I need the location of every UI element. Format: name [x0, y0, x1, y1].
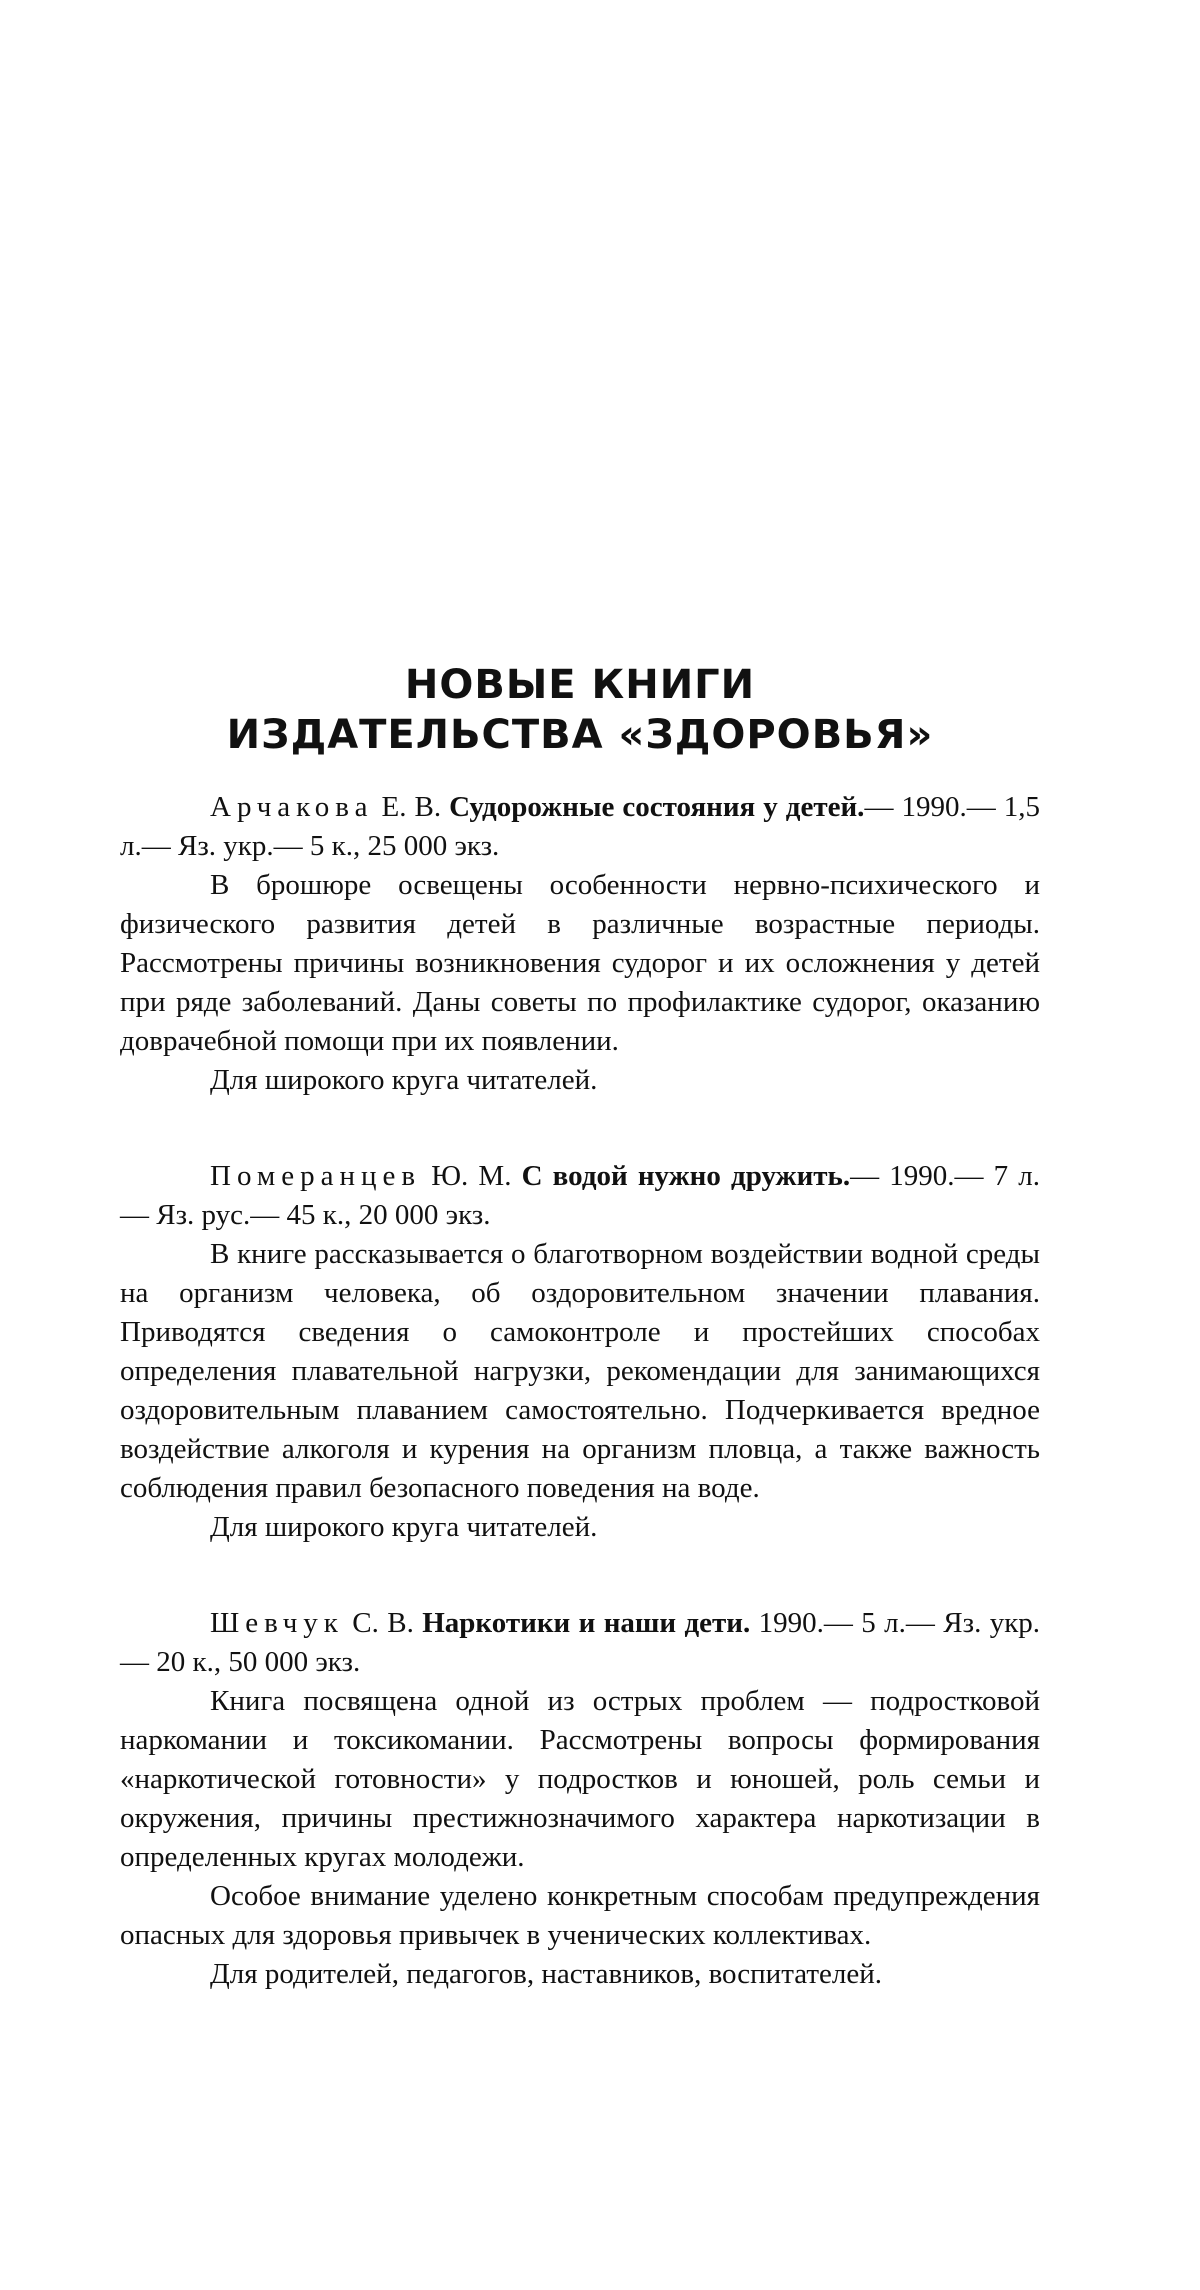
book-audience: Для широкого круга читателей.	[210, 1511, 598, 1543]
book-description: В книге рассказывается о благотворном воздействии водной среды на организм человека, об оздоровительном значении плавания. Приводятся сведения о самоконтроле и простейших способах определения плавательной нагрузки, рекомендации для занимающихся оздоровительным плаванием самостоятельно. Подчеркивается вредное воздействие алкоголя и курения на организм пловца, а также важность соблюдения правил безопасного поведения на воде.	[120, 1238, 1040, 1504]
book-author-initials: Ю. М.	[431, 1160, 512, 1192]
title-line-2: ИЗДАТЕЛЬСТВА «ЗДОРОВЬЯ»	[226, 712, 934, 758]
book-author-initials: С. В.	[352, 1607, 414, 1639]
book-title: С водой нужно дружить.	[521, 1160, 851, 1192]
book-title: Наркотики и наши дети.	[422, 1607, 751, 1639]
book-entry-archakova	[120, 788, 1040, 1100]
book-author-initials: Е. В.	[381, 791, 442, 823]
book-citation	[120, 788, 1040, 866]
book-title: Судорожные состояния у детей.	[449, 791, 865, 823]
book-description-continued: Особое внимание уделено конкретным способам предупреждения опасных для здоровья привычек в ученических коллективах.	[120, 1880, 1040, 1951]
book-meta: 1990.— 5 л.— Яз. укр.— 20 к., 50 000 экз.	[120, 1607, 1041, 1678]
book-entry-pomerantsev	[120, 1157, 1040, 1547]
page-title	[120, 660, 1040, 760]
book-description: Книга посвящена одной из острых проблем — подростковой наркомании и токсикомании. Рассмотрены вопросы формирования «наркотической готовности» у подростков и юношей, роль семьи и окружения, причины престижнозначимого характера наркотизации в определенных кругах молодежи.	[120, 1685, 1040, 1873]
book-author: Арчакова	[210, 791, 374, 823]
book-list-page	[120, 660, 1040, 2051]
book-citation	[120, 1157, 1040, 1235]
book-audience: Для родителей, педагогов, наставников, воспитателей.	[210, 1958, 882, 1990]
book-description: В брошюре освещены особенности нервно-психического и физического развития детей в различные возрастные периоды. Рассмотрены причины возникновения судорог и их осложнения у детей при ряде заболеваний. Даны советы по профилактике судорог, оказанию доврачебной помощи при их появлении.	[120, 869, 1040, 1057]
title-line-1: НОВЫЕ КНИГИ	[404, 662, 756, 708]
book-meta: — 1990.— 7 л.— Яз. рус.— 45 к., 20 000 экз.	[120, 1160, 1040, 1231]
book-audience: Для широкого круга читателей.	[210, 1064, 598, 1096]
book-citation	[120, 1604, 1040, 1682]
book-author: Померанцев	[210, 1160, 422, 1192]
book-author: Шевчук	[210, 1607, 344, 1639]
book-entry-shevchuk	[120, 1604, 1040, 1994]
book-meta: — 1990.— 1,5 л.— Яз. укр.— 5 к., 25 000 экз.	[120, 791, 1040, 862]
